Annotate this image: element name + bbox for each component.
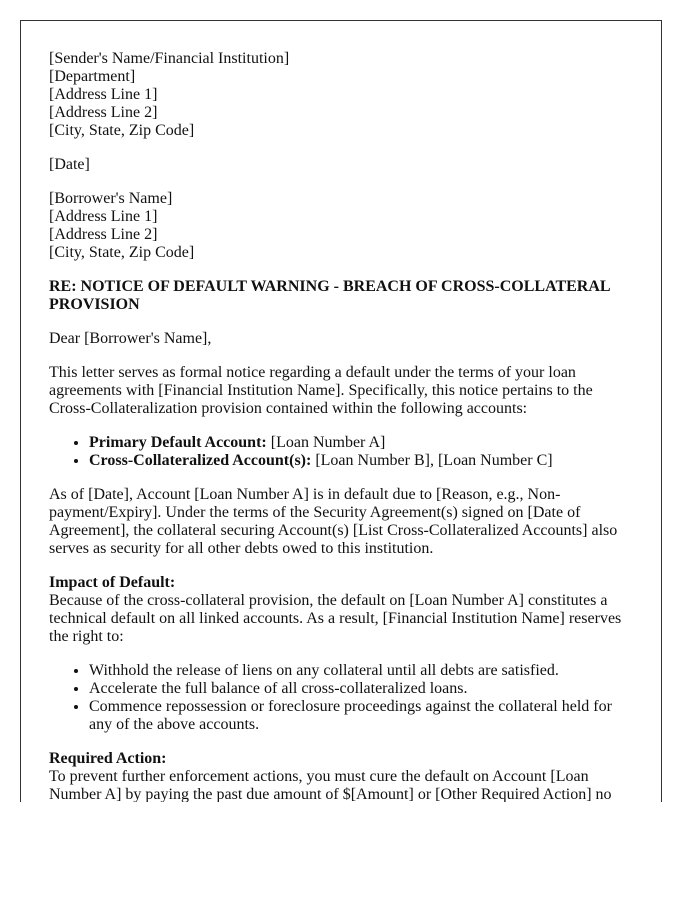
sender-line: [Sender's Name/Financial Institution] <box>49 50 290 67</box>
sender-line: [Address Line 2] <box>49 104 158 121</box>
sender-line: [Department] <box>49 68 136 85</box>
account-label: Cross-Collateralized Account(s): <box>89 452 312 469</box>
subject-line: RE: NOTICE OF DEFAULT WARNING - BREACH OF CROSS-COLLATERAL PROVISION <box>49 278 610 313</box>
account-item <box>89 434 633 452</box>
required-action-body: To prevent further enforcement actions, you must cure the default on Account [Loan Number A] by paying the past due amount of $[Amount] or [Other Required Action] no <box>49 768 612 802</box>
recipient-line: [Address Line 2] <box>49 226 158 243</box>
account-value: [Loan Number B], [Loan Number C] <box>311 452 553 469</box>
impact-body: Because of the cross-collateral provision, the default on [Loan Number A] constitutes a technical default on all linked accounts. As a result, [Financial Institution Name] reserves the right to: <box>49 592 622 645</box>
letter-date: [Date] <box>49 156 90 173</box>
date-block <box>49 156 633 174</box>
accounts-list <box>49 434 633 470</box>
right-item: • Withhold the release of liens on any collateral until all debts are satisfied. <box>89 662 633 680</box>
rights-list <box>49 662 633 734</box>
document-viewport <box>20 20 662 802</box>
default-paragraph: As of [Date], Account [Loan Number A] is in default due to [Reason, e.g., Non-payment/Expiry]. Under the terms of the Security Agreement(s) signed on [Date of Agreement], the collateral securing Account(s) [List Cross-Collateralized Accounts] also serves as security for all other debts owed to this institution. <box>49 486 618 557</box>
right-item: • Accelerate the full balance of all cross-collateralized loans. <box>89 680 633 698</box>
salutation: Dear [Borrower's Name], <box>49 330 212 347</box>
recipient-line: [Address Line 1] <box>49 208 158 225</box>
recipient-block <box>49 190 633 262</box>
sender-block <box>49 50 633 140</box>
account-label: Primary Default Account: <box>89 434 267 451</box>
account-item <box>89 452 633 470</box>
recipient-line: [Borrower's Name] <box>49 190 173 207</box>
sender-line: [City, State, Zip Code] <box>49 122 195 139</box>
recipient-line: [City, State, Zip Code] <box>49 244 195 261</box>
sender-line: [Address Line 1] <box>49 86 158 103</box>
intro-paragraph: This letter serves as formal notice regarding a default under the terms of your loan agreements with [Financial Institution Name]. Specifically, this notice pertains to the Cross-Collateralization provision contained within the following accounts: <box>49 364 593 417</box>
account-value: [Loan Number A] <box>266 434 386 451</box>
right-item: • Commence repossession or foreclosure proceedings against the collateral held for any of the above accounts. <box>89 698 633 734</box>
impact-heading: Impact of Default: <box>49 574 176 591</box>
letter <box>21 21 661 802</box>
required-action-heading: Required Action: <box>49 750 167 767</box>
